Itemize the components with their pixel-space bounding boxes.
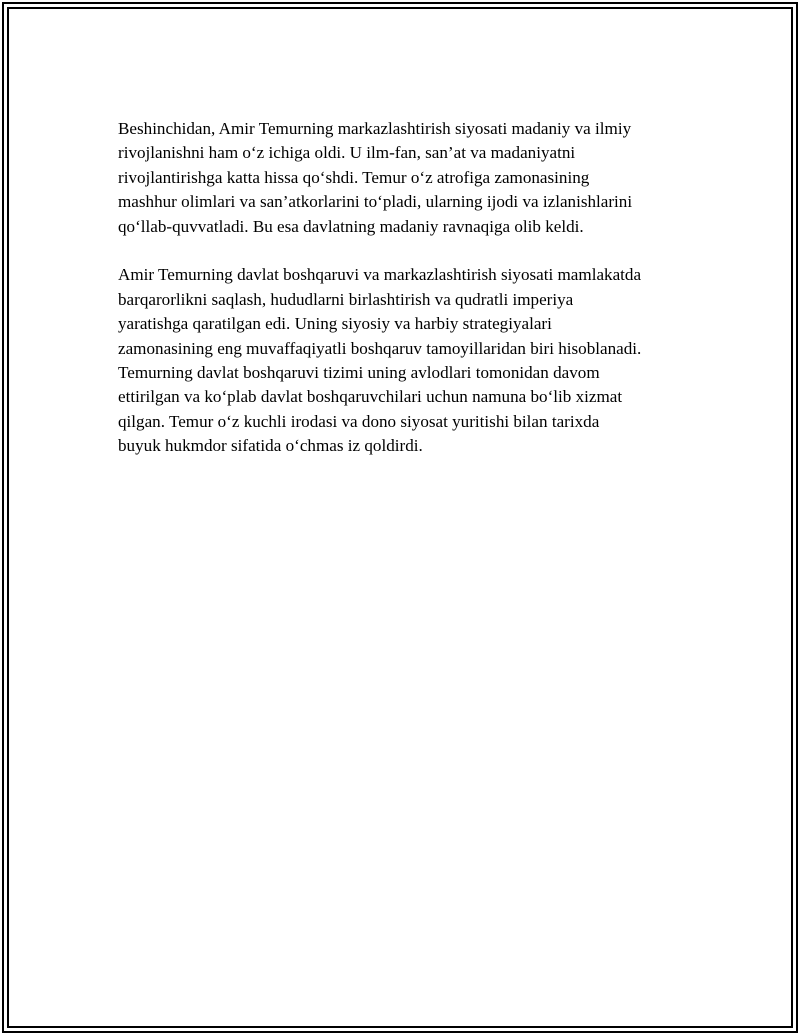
text-line: Beshinchidan, Amir Temurning markazlashtirish siyosati madaniy va ilmiy — [118, 119, 632, 138]
text-line: mashhur olimlari va san’atkorlarini to‘pladi, ularning ijodi va izlanishlarini — [118, 192, 633, 212]
text-line: Temurning davlat boshqaruvi tizimi uning avlodlari tomonidan davom — [118, 363, 600, 383]
text-line: zamonasining eng muvaffaqiyatli boshqaruv tamoyillaridan biri hisoblanadi. — [118, 338, 642, 358]
text-line: rivojlanishni ham o‘z ichiga oldi. U ilm-fan, san’at va madaniyatni — [118, 143, 576, 163]
text-line: qilgan. Temur o‘z kuchli irodasi va dono siyosat yuritishi bilan tarixda — [118, 411, 600, 431]
paragraph-2 — [118, 263, 693, 458]
text-line: Amir Temurning davlat boshqaruvi va markazlashtirish siyosati mamlakatda — [118, 265, 642, 285]
text-line: barqarorlikni saqlash, hududlarni birlashtirish va qudratli imperiya — [118, 289, 574, 309]
text-line: yaratishga qaratilgan edi. Uning siyosiy va harbiy strategiyalari — [118, 314, 552, 334]
text-line: buyuk hukmdor sifatida o‘chmas iz qoldirdi. — [118, 436, 423, 456]
text-line: rivojlantirishga katta hissa qo‘shdi. Temur o‘z atrofiga zamonasining — [118, 167, 590, 187]
document-body — [118, 117, 693, 483]
text-line: qo‘llab-quvvatladi. Bu esa davlatning madaniy ravnaqiga olib keldi. — [118, 216, 584, 236]
paragraph-1 — [118, 117, 693, 239]
text-line: ettirilgan va ko‘plab davlat boshqaruvchilari uchun namuna bo‘lib xizmat — [118, 387, 623, 407]
